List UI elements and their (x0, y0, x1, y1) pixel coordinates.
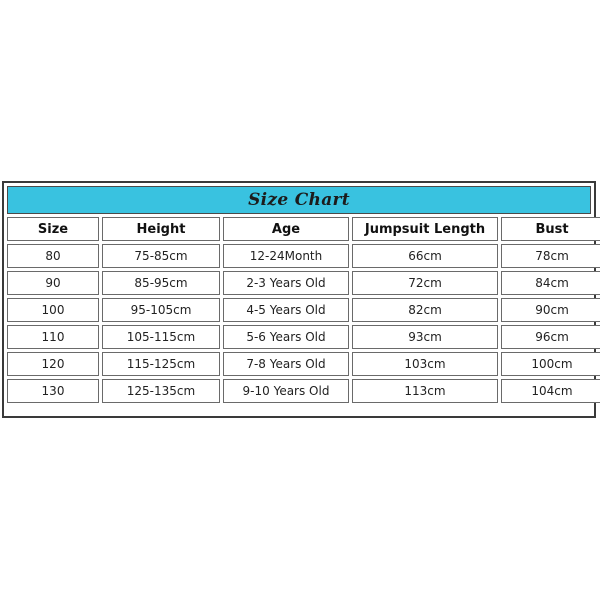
cell-height: 105-115cm (102, 325, 220, 349)
cell-size: 90 (7, 271, 99, 295)
cell-bust: 100cm (501, 352, 600, 376)
size-chart-title-bar (7, 186, 591, 214)
column-header-height: Height (102, 217, 220, 241)
cell-jumpsuit-length: 66cm (352, 244, 498, 268)
cell-size: 80 (7, 244, 99, 268)
cell-jumpsuit-length: 93cm (352, 325, 498, 349)
cell-height: 115-125cm (102, 352, 220, 376)
cell-size: 130 (7, 379, 99, 403)
cell-size: 120 (7, 352, 99, 376)
cell-size: 110 (7, 325, 99, 349)
cell-age: 2-3 Years Old (223, 271, 349, 295)
cell-size: 100 (7, 298, 99, 322)
cell-bust: 84cm (501, 271, 600, 295)
cell-jumpsuit-length: 72cm (352, 271, 498, 295)
table-row (7, 325, 600, 349)
cell-jumpsuit-length: 113cm (352, 379, 498, 403)
table-row (7, 244, 600, 268)
cell-age: 7-8 Years Old (223, 352, 349, 376)
column-header-age: Age (223, 217, 349, 241)
table-header-row (7, 217, 600, 241)
cell-bust: 104cm (501, 379, 600, 403)
size-chart (2, 181, 596, 418)
cell-height: 75-85cm (102, 244, 220, 268)
cell-age: 5-6 Years Old (223, 325, 349, 349)
table-row (7, 379, 600, 403)
column-header-size: Size (7, 217, 99, 241)
cell-age: 12-24Month (223, 244, 349, 268)
size-chart-title: Size Chart (248, 190, 350, 210)
table-row (7, 271, 600, 295)
cell-bust: 78cm (501, 244, 600, 268)
column-header-bust: Bust (501, 217, 600, 241)
size-table (4, 214, 600, 406)
table-row (7, 352, 600, 376)
cell-bust: 90cm (501, 298, 600, 322)
cell-height: 95-105cm (102, 298, 220, 322)
cell-bust: 96cm (501, 325, 600, 349)
cell-age: 4-5 Years Old (223, 298, 349, 322)
cell-height: 85-95cm (102, 271, 220, 295)
column-header-jumpsuit-length: Jumpsuit Length (352, 217, 498, 241)
cell-jumpsuit-length: 82cm (352, 298, 498, 322)
cell-jumpsuit-length: 103cm (352, 352, 498, 376)
cell-age: 9-10 Years Old (223, 379, 349, 403)
table-row (7, 298, 600, 322)
cell-height: 125-135cm (102, 379, 220, 403)
